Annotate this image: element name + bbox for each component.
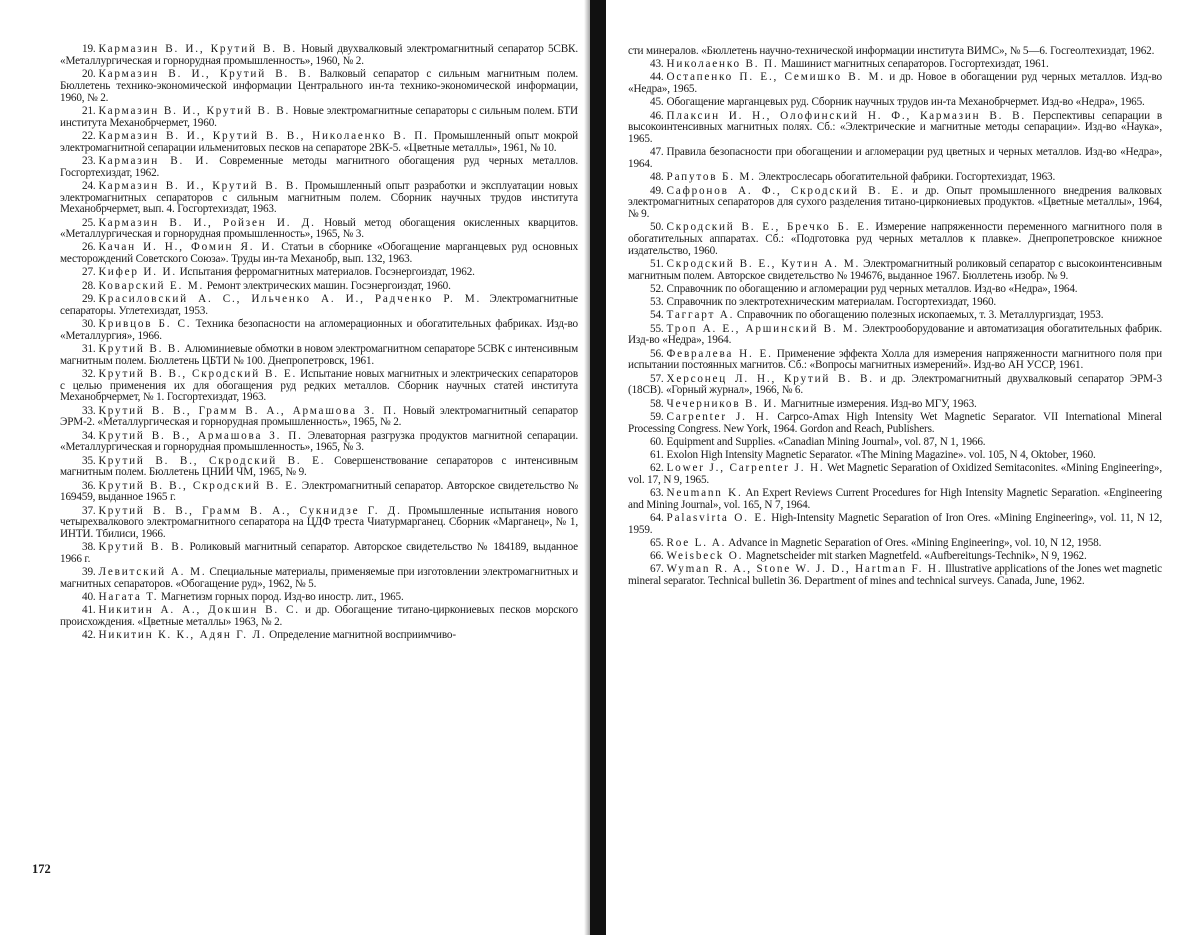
left-page — [0, 0, 590, 935]
bibliography-entry — [60, 319, 578, 343]
entry-number: 42. — [82, 629, 96, 642]
entry-author: Николаенко В. П. — [666, 58, 779, 71]
entry-author: Крутий В. В., Грамм В. А., Армашова З. П. — [98, 404, 398, 417]
continued-entry-text: сти минералов. «Бюллетень научно-технической информации института ВИМС», № 5—6. Госгеолтехиздат, 1962. — [628, 45, 1155, 57]
entry-number: 64. — [650, 512, 664, 525]
bibliography-entry — [60, 630, 578, 642]
entry-text: High-Intensity Magnetic Separation of Iron Ores. «Mining Engineering», vol. 11, N 12, 1959. — [628, 512, 1162, 536]
entry-text: Электрооборудование и автоматизация обогатительных фабрик. Изд-во «Недра», 1964. — [628, 322, 1162, 347]
entry-number: 19. — [82, 43, 96, 55]
entry-text: Промышленный опыт мокрой электромагнитной сепарации ильменитовых песков на сепараторе 2ВК-5. «Цветные металлы», 1961, № 10. — [60, 129, 578, 154]
entry-number: 47. — [650, 146, 664, 159]
entry-author: Lower J., Carpenter J. H. — [666, 462, 825, 475]
entry-number: 55. — [650, 322, 664, 335]
entry-author: Херсонец Л. Н., Крутий В. В. — [666, 372, 874, 385]
entry-author: Крутий В. В. — [98, 342, 182, 355]
entry-text: Техника безопасности на агломерационных и обогатительных фабриках. Изд-во «Металлургия», 1966. — [60, 317, 578, 342]
entry-number: 54. — [650, 309, 664, 322]
entry-text: Магнетизм горных пород. Изд-во иностр. лит., 1965. — [161, 591, 404, 604]
entry-author: Никитин К. К., Адян Г. Л. — [98, 629, 267, 642]
bibliography-entry — [60, 542, 578, 566]
entry-text: Испытания ферромагнитных материалов. Госэнергоиздат, 1962. — [179, 266, 475, 279]
entry-number: 37. — [82, 504, 96, 517]
entry-author: Кармазин В. И., Крутий В. В., Николаенко В. П. — [98, 129, 429, 142]
bibliography-entry — [628, 349, 1162, 373]
entry-number: 56. — [650, 347, 664, 360]
entry-number: 57. — [650, 372, 664, 385]
bibliography-entry — [628, 59, 1162, 71]
entry-text: Новый двухвалковый электромагнитный сепаратор 5СВК. «Металлургическая и горнорудная промышленность», 1960, № 2. — [60, 43, 578, 67]
entry-author: Кармазин В. И., Крутий В. В. — [98, 104, 291, 117]
entry-text: Электромагнитный сепаратор. Авторское свидетельство № 169459, выданное 1965 г. — [60, 479, 578, 504]
entry-author: Коварский Е. М. — [98, 279, 205, 292]
entry-author: Сафронов А. Ф., Скродский В. Е. — [666, 184, 905, 197]
entry-author: Кармазин В. И., Крутий В. В. — [98, 43, 297, 55]
bibliography-entry — [628, 172, 1162, 184]
entry-author: Кармазин В. И. — [98, 154, 210, 167]
entry-text: Валковый сепаратор с сильным магнитным полем. Бюллетень технико-экономической информации Центрального ин-та технико-экономической информации, 1960, № 2. — [60, 67, 579, 104]
entry-author: Нагата Т. — [98, 591, 159, 604]
entry-text: An Expert Reviews Current Procedures for High Intensity Magnetic Separation. «Engineering and Mining Journal», vol. 165, N 7, 1964. — [628, 487, 1163, 511]
entry-author: Крутий В. В., Грамм В. А., Сукнидзе Г. Д. — [98, 504, 402, 517]
entry-number: 67. — [650, 563, 664, 576]
bibliography-entry — [60, 281, 578, 293]
entry-text: Carpco-Amax High Intensity Wet Magnetic Separator. VII International Mineral Processing Congress. New York, 1964. Gordon and Reach, Publishers. — [628, 410, 1162, 435]
bibliography-entry — [628, 399, 1162, 411]
entry-number: 46. — [650, 109, 664, 122]
entry-number: 32. — [82, 367, 96, 380]
entry-number: 36. — [82, 479, 96, 492]
bibliography-entry — [60, 106, 578, 130]
bibliography-entry — [628, 450, 1162, 462]
entry-text: Magnetscheider mit starken Magnetfeld. «Aufbereitungs-Technik», N 9, 1962. — [745, 550, 1087, 563]
bibliography-entry — [60, 218, 578, 242]
book-gutter — [590, 0, 606, 935]
entry-text: Статьи в сборнике «Обогащение марганцевых руд основных месторождений Советского Союза». Труды ин-та Механобр, вып. 132, 1963. — [60, 241, 579, 266]
entry-number: 33. — [82, 404, 96, 417]
bibliography-entry — [628, 259, 1162, 283]
bibliography-entry — [628, 488, 1162, 512]
entry-author: Carpenter J. H. — [666, 410, 771, 423]
entry-author: Левитский А. М. — [98, 566, 207, 579]
entry-author: Рапутов Б. М. — [666, 171, 756, 184]
bibliography-entry — [628, 463, 1162, 487]
entry-author: Кармазин В. И., Ройзен И. Д. — [98, 216, 316, 229]
entry-number: 21. — [82, 104, 96, 117]
right-page — [606, 0, 1200, 935]
entry-number: 22. — [82, 129, 96, 142]
entry-author: Neumann K. — [666, 487, 743, 500]
entry-text: и др. Новое в обогащении руд черных металлов. Изд-во «Недра», 1965. — [628, 71, 1162, 96]
entry-number: 23. — [82, 154, 96, 167]
entry-text: Новый метод обогащения окисленных кварцитов. «Металлургическая и горнорудная промышленность», 1965, № 3. — [60, 216, 578, 241]
entry-number: 60. — [650, 435, 664, 448]
entry-author: Февралева Н. Е. — [666, 347, 773, 360]
entry-number: 61. — [650, 448, 664, 461]
entry-author: Крутий В. В., Скродский В. Е. — [98, 479, 299, 492]
left-bibliography-list — [60, 44, 578, 642]
bibliography-entry — [628, 412, 1162, 436]
entry-number: 25. — [82, 216, 96, 229]
entry-text: Машинист магнитных сепараторов. Госгортехиздат, 1961. — [781, 58, 1049, 71]
entry-number: 31. — [82, 342, 96, 355]
entry-number: 63. — [650, 487, 664, 500]
entry-text: Электрослесарь обогатительной фабрики. Госгортехиздат, 1963. — [758, 171, 1056, 184]
bibliography-entry — [60, 267, 578, 279]
entry-author: Кармазин В. И., Крутий В. В. — [98, 179, 300, 192]
entry-text: Определение магнитной восприимчиво- — [269, 629, 456, 642]
entry-author: Palasvirta O. E. — [666, 512, 768, 525]
entry-number: 53. — [650, 296, 664, 309]
bibliography-entry — [60, 406, 578, 430]
bibliography-entry — [628, 551, 1162, 563]
entry-author: Остапенко П. Е., Семишко В. М. — [666, 71, 885, 84]
entry-number: 29. — [82, 292, 96, 305]
entry-author: Таггарт А. — [666, 309, 735, 322]
bibliography-entry — [628, 297, 1162, 309]
entry-text: Перспективы сепарации в высокоинтенсивных магнитных полях. Сб.: «Электрические и магнитные методы сепарации». Изд-во «Наука», 1965. — [628, 109, 1162, 146]
entry-number: 30. — [82, 317, 96, 330]
entry-author: Скродский В. Е., Бречко Б. Е. — [666, 221, 871, 234]
entry-number: 49. — [650, 184, 664, 197]
entry-author: Троп А. Е., Аршинский В. М. — [666, 322, 860, 335]
entry-number: 35. — [82, 454, 96, 467]
bibliography-entry — [628, 111, 1162, 146]
entry-text: и др. Обогащение титано-циркониевых песков морского происхождения. «Цветные металлы» 1963, № 2. — [60, 604, 578, 629]
entry-author: Качан И. Н., Фомин Я. И. — [98, 241, 276, 254]
bibliography-entry — [628, 72, 1162, 96]
entry-text: Wet Magnetic Separation of Oxidized Semitaconites. «Mining Engineering», vol. 17, N 9, 1965. — [628, 462, 1163, 486]
entry-text: Новые электромагнитные сепараторы с сильным полем. БТИ института Механобрчермет, 1960. — [60, 104, 578, 129]
entry-number: 62. — [650, 462, 664, 475]
entry-author: Weisbeck O. — [666, 550, 744, 563]
entry-text: Новый электромагнитный сепаратор ЭРМ-2. «Металлургическая и горнорудная промышленность», 1965, № 2. — [60, 404, 578, 429]
bibliography-entry — [628, 324, 1162, 348]
entry-number: 66. — [650, 550, 664, 563]
entry-text: Испытание новых магнитных и электрических сепараторов с целью применения их для обогащения руд редких металлов. Сборник научных статей института Механобрчермет, № 1. Госгортехиздат, 1963. — [60, 367, 578, 404]
bibliography-entry — [60, 456, 578, 480]
bibliography-entry — [628, 186, 1162, 221]
entry-author: Плаксин И. Н., Олофинский Н. Ф., Кармазин В. В. — [666, 109, 1026, 122]
entry-number: 51. — [650, 258, 664, 271]
entry-number: 48. — [650, 171, 664, 184]
bibliography-entry — [60, 69, 578, 104]
entry-text: Advance in Magnetic Separation of Ores. «Mining Engineering», vol. 10, N 12, 1958. — [728, 537, 1102, 550]
entry-text: Измерение напряженности переменного магнитного поля в обогатительных аппаратах. Сб.: «Подготовка руд черных металлов к плавке». Днепропетровское книжное издательство, 1960. — [628, 221, 1163, 257]
entry-author: Красиловский А. С., Ильченко А. И., Радченко Р. М. — [98, 292, 482, 305]
entry-author: Кривцов Б. С. — [98, 317, 192, 330]
entry-text: Совершенствование сепараторов с интенсивным магнитным полем. Бюллетень ЦНИИ ЧМ, 1965, № 9. — [60, 454, 578, 479]
entry-text: Алюминиевые обмотки в новом электромагнитном сепараторе 5СВК с интенсивным магнитным полем. Бюллетень ЦБТИ № 100. Днепропетровск, 1961. — [60, 342, 579, 367]
entry-text: Справочник по обогащению полезных ископаемых, т. 3. Металлургиздат, 1953. — [736, 309, 1104, 322]
entry-author: Крутий В. В. — [98, 541, 186, 554]
entry-author: Wyman R. A., Stone W. J. D., Hartman F. H. — [666, 563, 943, 576]
bibliography-entry — [60, 131, 578, 155]
entry-author: Чечерников В. И. — [666, 397, 778, 410]
entry-text: Exolon High Intensity Magnetic Separator. «The Mining Magazine». vol. 105, N 4, Oktober, 1960. — [666, 448, 1096, 461]
entry-author: Скродский В. Е., Кутин А. М. — [666, 258, 861, 271]
page-number: 172 — [32, 862, 51, 876]
bibliography-entry — [60, 605, 578, 629]
entry-number: 65. — [650, 537, 664, 550]
entry-number: 34. — [82, 429, 96, 442]
entry-text: Справочник по обогащению и агломерации руд черных металлов. Изд-во «Недра», 1964. — [666, 283, 1078, 296]
bibliography-entry — [628, 564, 1162, 588]
entry-text: Магнитные измерения. Изд-во МГУ, 1963. — [780, 397, 977, 410]
entry-number: 38. — [82, 541, 96, 554]
bibliography-entry — [628, 374, 1162, 398]
bibliography-entry — [60, 344, 578, 368]
entry-number: 45. — [650, 96, 664, 109]
entry-text: Illustrative applications of the Jones wet magnetic mineral separator. Technical bulletin 36. Department of mines and technical surveys. Canada, June, 1962. — [628, 563, 1162, 588]
entry-text: и др. Электромагнитный двухвалковый сепаратор ЭРМ-3 (18СВ). «Горный журнал», 1966, № 6. — [628, 372, 1162, 397]
bibliography-entry — [60, 369, 578, 404]
bibliography-entry — [60, 181, 578, 216]
entry-text: Специальные материалы, применяемые при изготовлении электромагнитных и магнитных сепараторов. «Обогащение руд», 1962, № 5. — [60, 566, 578, 591]
bibliography-entry — [628, 97, 1162, 109]
entry-number: 40. — [82, 591, 96, 604]
entry-text: Справочник по электротехническим материалам. Госгортехиздат, 1960. — [666, 296, 997, 309]
entry-number: 24. — [82, 179, 96, 192]
bibliography-entry — [60, 567, 578, 591]
bibliography-entry — [60, 506, 578, 541]
entry-text: Промышленные испытания нового четырехвалкового электромагнитного сепаратора на ЦДФ треста Чиатурмарганец. Сборник «Марганец», № 1, ИНТИ. Тбилиси, 1966. — [60, 504, 578, 541]
entry-number: 28. — [82, 279, 96, 292]
entry-text: Обогащение марганцевых руд. Сборник научных трудов ин-та Механобрчермет. Изд-во «Недра», 1965. — [666, 96, 1145, 109]
entry-text: Электромагнитные сепараторы. Углетехиздат, 1953. — [60, 292, 578, 317]
entry-text: и др. Опыт промышленного внедрения валковых электромагнитных сепараторов для сухого разделения титано-циркониевых продуктов. «Цветные металлы», 1964, № 9. — [628, 184, 1162, 221]
entry-text: Электромагнитный роликовый сепаратор с высокоинтенсивным магнитным полем. Авторское свидетельство № 194676, выданное 1967. Бюллетень изобр. № 9. — [628, 258, 1162, 282]
entry-author: Крутий В. В., Скродский В. Е. — [98, 367, 298, 380]
entry-number: 27. — [82, 266, 96, 279]
entry-number: 44. — [650, 71, 664, 84]
bibliography-entry — [628, 513, 1162, 537]
bibliography-entry — [60, 431, 578, 455]
entry-number: 50. — [650, 221, 664, 234]
entry-text: Правила безопасности при обогащении и агломерации руд цветных и черных металлов. Изд-во «Недра», 1964. — [628, 146, 1162, 171]
bibliography-entry — [628, 147, 1162, 171]
bibliography-entry — [628, 437, 1162, 449]
entry-text: Современные методы магнитного обогащения руд черных металлов. Госгортехиздат, 1962. — [60, 154, 578, 179]
entry-number: 20. — [82, 67, 96, 80]
entry-author: Крутий В. В., Скродский В. Е. — [98, 454, 326, 467]
bibliography-entry — [628, 284, 1162, 296]
entry-number: 39. — [82, 566, 96, 579]
entry-author: Roe L. A. — [666, 537, 727, 550]
entry-author: Кифер И. И. — [98, 266, 177, 279]
bibliography-entry — [60, 242, 578, 266]
bibliography-entry — [628, 310, 1162, 322]
entry-number: 59. — [650, 410, 664, 423]
entry-number: 41. — [82, 604, 96, 617]
entry-number: 43. — [650, 58, 664, 71]
entry-text: Ремонт электрических машин. Госэнергоиздат, 1960. — [206, 279, 451, 292]
entry-author: Крутий В. В., Армашова З. П. — [98, 429, 303, 442]
right-bibliography-list — [628, 46, 1162, 588]
entry-text: Элеваторная разгрузка продуктов магнитной сепарации. «Металлургическая и горнорудная промышленность», 1965, № 3. — [60, 429, 579, 454]
entry-text: Роликовый магнитный сепаратор. Авторское свидетельство № 184189, выданное 1966 г. — [60, 541, 578, 566]
bibliography-entry — [628, 538, 1162, 550]
entry-number: 26. — [82, 241, 96, 254]
entry-text: Промышленный опыт разработки и эксплуатации новых электромагнитных сепараторов с сильным магнитным полем. Сборник научных трудов института Механобрчермет, вып. 4. Госгортехиздат, 1963. — [60, 179, 578, 216]
entry-author: Кармазин В. И., Крутий В. В. — [98, 67, 313, 80]
entry-number: 52. — [650, 283, 664, 296]
bibliography-entry — [60, 44, 578, 68]
bibliography-entry — [60, 294, 578, 318]
bibliography-entry — [60, 592, 578, 604]
bibliography-entry — [60, 156, 578, 180]
bibliography-entry — [628, 222, 1162, 257]
entry-number: 58. — [650, 397, 664, 410]
entry-text: Применение эффекта Холла для измерения напряженности магнитного поля при испытании постоянных магнитов. Сб.: «Вопросы магнитных измерений». Изд-во АН УССР, 1961. — [628, 347, 1162, 372]
entry-author: Никитин А. А., Докшин В. С. — [98, 604, 300, 617]
entry-text: Equipment and Supplies. «Canadian Mining Journal», vol. 87, N 1, 1966. — [666, 435, 986, 448]
bibliography-entry — [60, 481, 578, 505]
